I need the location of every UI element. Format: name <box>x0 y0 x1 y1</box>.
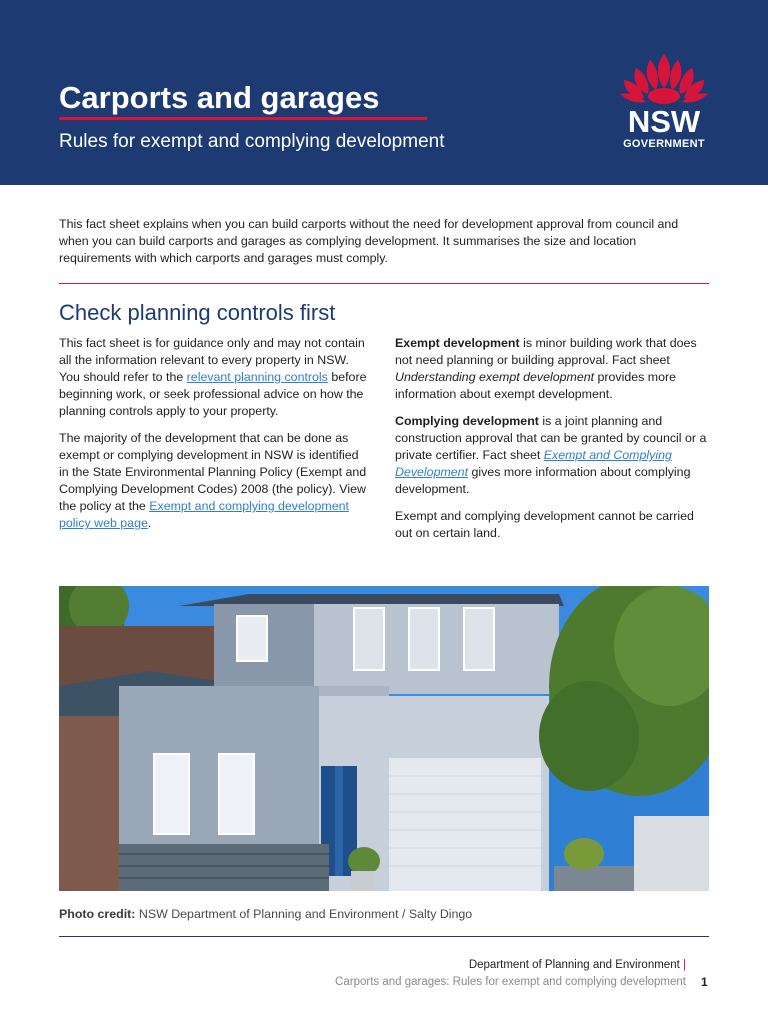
footer-separator: | <box>683 959 686 971</box>
photo-credit-text: NSW Department of Planning and Environment / Salty Dingo <box>135 907 473 921</box>
text-span: This fact sheet is for guidance only and may not contain all the information relevant to every property in NSW. You should refer to the <box>59 336 365 384</box>
text-span: . <box>147 516 152 530</box>
title-underline <box>59 117 427 120</box>
text-span: is a joint planning and construction approval that can be granted by council or a private certifier. Fact sheet <box>395 414 707 462</box>
house-photo <box>59 586 709 891</box>
paragraph-policy <box>59 430 371 532</box>
photo-credit <box>59 907 472 921</box>
page-number: 1 <box>701 975 708 989</box>
footer-doc-title: Carports and garages: Rules for exempt and complying development <box>335 976 686 988</box>
text-span: before beginning work, or seek professional advice on how the planning controls apply to your property. <box>59 370 367 418</box>
section-divider <box>59 283 709 284</box>
department-name: Department of Planning and Environment <box>468 959 680 971</box>
logo-nsw-text: NSW <box>627 104 701 139</box>
text-span: is minor building work that does not need planning or building approval. Fact sheet <box>395 336 697 367</box>
section-heading: Check planning controls first <box>59 300 336 325</box>
photo-credit-label: Photo credit: <box>59 907 136 921</box>
relevant-planning-controls-link[interactable]: relevant planning controls <box>186 370 328 384</box>
term-exempt-development: Exempt development <box>395 336 520 350</box>
text-span: gives more information about complying development. <box>395 465 691 496</box>
term-complying-development: Complying development <box>395 414 539 428</box>
paragraph-restriction: Exempt and complying development cannot be carried out on certain land. <box>395 509 694 540</box>
page-subtitle: Rules for exempt and complying development <box>59 131 445 152</box>
right-column <box>395 335 707 552</box>
exempt-complying-fact-sheet-link[interactable]: Exempt and Complying Development <box>395 448 672 479</box>
paragraph-guidance <box>59 335 371 420</box>
logo-government-text: GOVERNMENT <box>623 138 705 150</box>
page-title: Carports and garages <box>59 80 380 115</box>
text-span: The majority of the development that can be done as exempt or complying development in NSW is identified in the State Environmental Planning Policy (Exempt and Complying Development Codes) 2008 (the policy). View the policy at the <box>59 431 367 513</box>
left-column <box>59 335 371 542</box>
header-banner <box>0 0 768 185</box>
intro-paragraph: This fact sheet explains when you can build carports without the need for development approval from council and when you can build carports and garages as complying development. It summarises the size and location requirements with which carports and garages must comply. <box>59 217 679 265</box>
text-span: provides more information about exempt development. <box>395 370 677 401</box>
policy-web-page-link[interactable]: Exempt and complying development policy web page <box>59 499 349 530</box>
paragraph-exempt <box>395 335 707 403</box>
fact-sheet-title: Understanding exempt development <box>395 370 595 384</box>
footer-divider <box>59 936 709 937</box>
footer-department <box>469 959 686 971</box>
paragraph-complying <box>395 413 707 498</box>
